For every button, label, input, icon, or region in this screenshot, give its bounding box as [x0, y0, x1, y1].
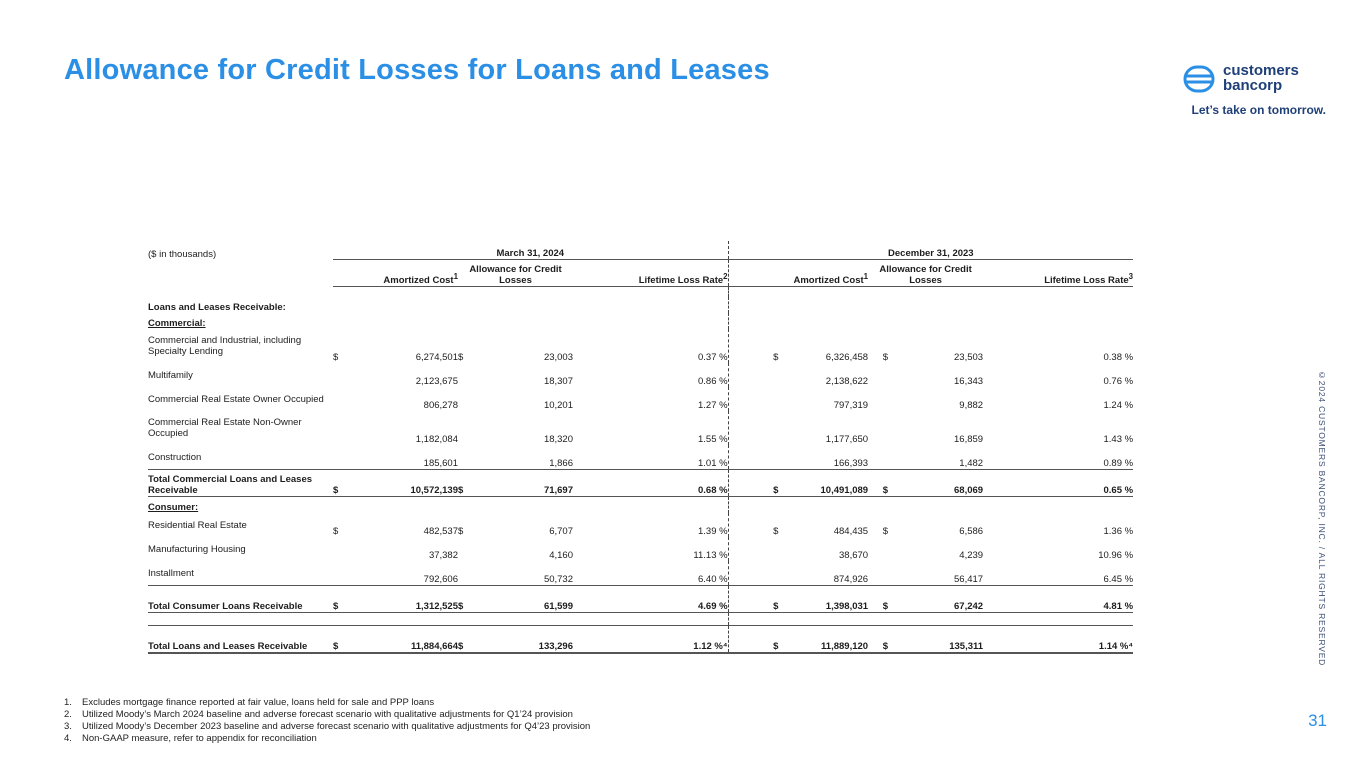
section-loans-row [148, 297, 1133, 313]
footnotes [64, 697, 590, 745]
table-row: Commercial Real Estate Non-Owner Occupied 1,182,084 18,320 1.55 % 1,177,650 16,859 1.43 % [148, 411, 1133, 445]
col-allowance-2: Allowance for Credit Losses [868, 260, 983, 287]
total-loans-row: Total Loans and Leases Receivable $ 11,884,664 $ 133,296 1.12 %⁴ $ 11,889,120 $ 135,311 1.14 %⁴ [148, 626, 1133, 654]
col-loss-rate-2: Lifetime Loss Rate$^3$ [983, 260, 1133, 287]
col-loss-rate-1: Lifetime Loss Rate$^2$ [573, 260, 728, 287]
period-december-2023: December 31, 2023 [728, 241, 1133, 260]
footnote-item: 4. Non-GAAP measure, refer to appendix for reconciliation [64, 733, 317, 744]
section-consumer-label: Consumer: [148, 502, 199, 513]
table-row: Installment 792,606 50,732 6.40 % 874,926 56,417 6.45 % [148, 561, 1133, 586]
brand-name-line2: bancorp [1223, 77, 1283, 94]
page-number: 31 [1308, 711, 1327, 730]
total-consumer-row: Total Consumer Loans Receivable $ 1,312,525 $ 61,599 4.69 % $ 1,398,031 $ 67,242 4.81 % [148, 586, 1133, 613]
header-period-row [148, 241, 1133, 260]
brand-logo [1183, 62, 1328, 102]
table-row: Multifamily 2,123,675 18,307 0.86 % 2,138,622 16,343 0.76 % [148, 363, 1133, 387]
col-amortized-cost-1: Amortized Cost$^1$ [333, 260, 458, 287]
header-column-row [148, 260, 1133, 287]
col-amortized-cost-2: Amortized Cost$^1$ [773, 260, 868, 287]
bank-logo-icon [1183, 65, 1215, 93]
table-row: Commercial Real Estate Owner Occupied 806,278 10,201 1.27 % 797,319 9,882 1.24 % [148, 387, 1133, 411]
page-title: Allowance for Credit Losses for Loans and Leases [64, 54, 770, 86]
table-row: Commercial and Industrial, including Specialty Lending $ 6,274,501 $ 23,003 0.37 % $ 6,326,458 $ 23,503 0.38 % [148, 329, 1133, 363]
brand-tagline: Let’s take on tomorrow. [1191, 103, 1326, 117]
total-commercial-row: Total Commercial Loans and Leases Receivable $ 10,572,139 $ 71,697 0.68 % $ 10,491,089 $ 68,069 0.65 % [148, 470, 1133, 497]
brand-name-line1: customers [1223, 62, 1299, 79]
copyright-notice: ©2024 CUSTOMERS BANCORP, INC. / ALL RIGHTS RESERVED [1317, 370, 1327, 667]
footnote-item: 3. Utilized Moody’s December 2023 baseline and adverse forecast scenario with qualitative adjustments for Q4’23 provision [64, 721, 591, 732]
section-consumer-row [148, 497, 1133, 514]
credit-losses-table [148, 241, 1133, 654]
section-commercial-row [148, 313, 1133, 329]
period-march-2024: March 31, 2024 [333, 241, 728, 260]
col-allowance-1: Allowance for Credit Losses [458, 260, 573, 287]
table-row: Construction 185,601 1,866 1.01 % 166,393 1,482 0.89 % [148, 445, 1133, 470]
table-row: Manufacturing Housing 37,382 4,160 11.13 % 38,670 4,239 10.96 % [148, 537, 1133, 561]
section-loans-label: Loans and Leases Receivable: [148, 302, 286, 313]
units-label: ($ in thousands) [148, 248, 217, 260]
footnote-item: 1. Excludes mortgage finance reported at fair value, loans held for sale and PPP loans [64, 697, 435, 708]
table-row: Residential Real Estate $ 482,537 $ 6,707 1.39 % $ 484,435 $ 6,586 1.36 % [148, 513, 1133, 537]
footnote-item: 2. Utilized Moody’s March 2024 baseline and adverse forecast scenario with qualitative adjustments for Q1’24 provision [64, 709, 573, 720]
brand-name [1223, 63, 1299, 93]
section-commercial-label: Commercial: [148, 318, 206, 329]
